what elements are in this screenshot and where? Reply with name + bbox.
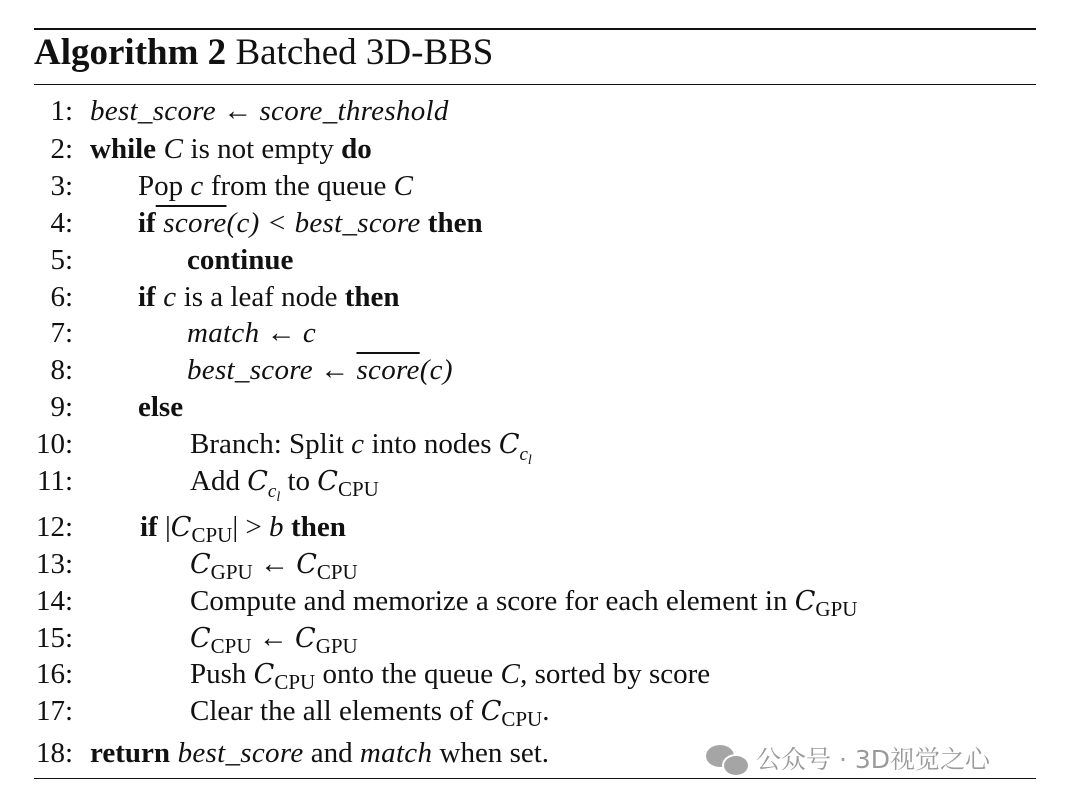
- text: is not empty: [183, 133, 342, 165]
- keyword: then: [344, 281, 400, 313]
- line-body: [187, 352, 453, 388]
- wechat-icon: [706, 743, 750, 777]
- keyword: return: [90, 737, 171, 769]
- line-body: [190, 583, 857, 621]
- math-subscript: CPU: [274, 670, 316, 694]
- line-body: [90, 93, 449, 129]
- math-subscript: c: [267, 481, 277, 502]
- line-body: [138, 279, 400, 315]
- text: , sorted by score: [520, 658, 711, 690]
- arrow-op: ←: [252, 548, 297, 580]
- math-var: c: [302, 317, 317, 349]
- math-var: score_threshold: [259, 95, 449, 127]
- algorithm-title: [34, 30, 493, 76]
- line-body: [90, 131, 372, 167]
- line-body: [190, 620, 358, 658]
- math-subscript: GPU: [315, 634, 358, 658]
- math-var: match: [187, 317, 260, 349]
- algorithm-line-4: [0, 205, 1060, 241]
- math-overline-var: score: [356, 354, 420, 386]
- math-var: best_score: [170, 737, 304, 769]
- line-number: 2:: [50, 133, 73, 165]
- line-number: 16:: [35, 658, 73, 690]
- keyword: continue: [187, 244, 294, 276]
- line-body: [90, 735, 549, 771]
- keyword: else: [138, 391, 184, 423]
- text: Compute and memorize a score for each element in: [190, 585, 795, 617]
- algorithm-line-14: [0, 583, 1060, 619]
- text: from the queue: [203, 170, 394, 202]
- line-body: [187, 242, 293, 278]
- keyword: if: [140, 511, 158, 543]
- algorithm-line-7: [0, 315, 1060, 351]
- math-subscript: c: [519, 444, 528, 465]
- math-var: best_score: [187, 354, 313, 386]
- text: Clear the all elements of: [190, 695, 481, 727]
- text: Add: [190, 465, 248, 497]
- line-number: 14:: [35, 585, 73, 617]
- math-var: c: [155, 281, 177, 313]
- algorithm-line-5: [0, 242, 1060, 278]
- line-body: [187, 315, 316, 351]
- algorithm-line-3: [0, 168, 1060, 204]
- line-number: 11:: [37, 465, 73, 497]
- algorithm-line-9: [0, 389, 1060, 425]
- math-subscript: CPU: [191, 523, 233, 547]
- text: and: [303, 737, 360, 769]
- line-number: 7:: [50, 317, 73, 349]
- math-set: C: [296, 549, 317, 580]
- math-set: C: [170, 512, 192, 543]
- algorithm-line-17: [0, 693, 1060, 729]
- algorithm-line-6: [0, 279, 1060, 315]
- line-number: 12:: [35, 511, 73, 543]
- line-body: [190, 656, 710, 694]
- math-set: C: [317, 466, 338, 497]
- math-var: best_score: [294, 207, 421, 239]
- algorithm-line-11: [0, 463, 1060, 505]
- algorithm-line-15: [0, 620, 1060, 656]
- line-body: [190, 463, 379, 505]
- line-number: 6:: [50, 281, 73, 313]
- math-var: C: [156, 133, 184, 165]
- text: onto the queue: [315, 658, 501, 690]
- math-var: best_score: [90, 95, 216, 127]
- text: when set.: [432, 737, 550, 769]
- line-number: 9:: [50, 391, 73, 423]
- line-number: 1:: [50, 95, 73, 127]
- line-number: 13:: [35, 548, 73, 580]
- algorithm-line-10: [0, 426, 1060, 468]
- math-expr: (c) <: [226, 207, 295, 239]
- math-set: C: [794, 586, 816, 617]
- text: Branch: Split: [190, 428, 352, 460]
- line-number: 18:: [35, 737, 73, 769]
- math-subscript: CPU: [501, 707, 543, 731]
- line-number: 15:: [35, 622, 73, 654]
- math-expr: (c): [419, 354, 453, 386]
- algorithm-label: Algorithm 2: [34, 32, 227, 73]
- header-rule: [34, 84, 1036, 85]
- math-subsubscript: l: [276, 490, 281, 505]
- keyword: then: [283, 511, 346, 543]
- math-set: C: [253, 659, 275, 690]
- math-set: C: [498, 429, 520, 460]
- math-set: C: [190, 623, 211, 654]
- math-var: c: [190, 170, 204, 202]
- arrow-op: ←: [215, 95, 260, 127]
- text: to: [280, 465, 318, 497]
- math-subscript: GPU: [815, 597, 858, 621]
- math-set: C: [295, 623, 316, 654]
- math-subscript: CPU: [337, 477, 379, 501]
- math-subscript: GPU: [210, 560, 253, 584]
- math-op: | >: [232, 511, 269, 543]
- algorithm-line-8: [0, 352, 1060, 388]
- text: into nodes: [364, 428, 499, 460]
- math-subsubscript: l: [527, 453, 532, 468]
- math-overline-var: score: [155, 207, 227, 239]
- watermark-text: 公众号 · 3D视觉之心: [756, 745, 990, 774]
- text: .: [542, 695, 550, 727]
- line-number: 8:: [50, 354, 73, 386]
- line-number: 3:: [50, 170, 73, 202]
- arrow-op: ←: [251, 622, 296, 654]
- math-subscript: CPU: [210, 634, 252, 658]
- math-op: |: [157, 511, 171, 543]
- arrow-op: ←: [259, 317, 303, 349]
- math-var: match: [359, 737, 433, 769]
- math-var: c: [351, 428, 365, 460]
- line-number: 4:: [50, 207, 73, 239]
- line-body: [138, 389, 183, 425]
- line-number: 10:: [35, 428, 73, 460]
- arrow-op: ←: [312, 354, 357, 386]
- math-set: C: [480, 696, 502, 727]
- watermark: [706, 740, 990, 780]
- keyword: while: [90, 133, 157, 165]
- line-body: [190, 693, 549, 731]
- line-number: 5:: [50, 244, 73, 276]
- math-var: C: [500, 658, 521, 690]
- algorithm-line-13: [0, 546, 1060, 582]
- keyword: if: [138, 207, 156, 239]
- math-set: C: [247, 466, 268, 497]
- keyword: if: [138, 281, 156, 313]
- algorithm-line-1: [0, 93, 1060, 129]
- algorithm-line-12: [0, 509, 1060, 545]
- text: is a leaf node: [176, 281, 345, 313]
- line-body: [190, 546, 358, 584]
- line-body: [140, 509, 346, 547]
- math-set: C: [190, 549, 211, 580]
- line-number: 17:: [35, 695, 73, 727]
- algorithm-line-2: [0, 131, 1060, 167]
- text: Pop: [138, 170, 191, 202]
- line-body: [190, 426, 532, 468]
- math-subscript: CPU: [316, 560, 358, 584]
- line-body: [138, 168, 413, 204]
- text: Push: [190, 658, 254, 690]
- math-var: b: [268, 511, 284, 543]
- algorithm-line-16: [0, 656, 1060, 692]
- algorithm-name: Batched 3D-BBS: [235, 32, 494, 73]
- keyword: then: [420, 207, 483, 239]
- line-body: [138, 205, 483, 241]
- keyword: do: [341, 133, 372, 165]
- math-var: C: [393, 170, 414, 202]
